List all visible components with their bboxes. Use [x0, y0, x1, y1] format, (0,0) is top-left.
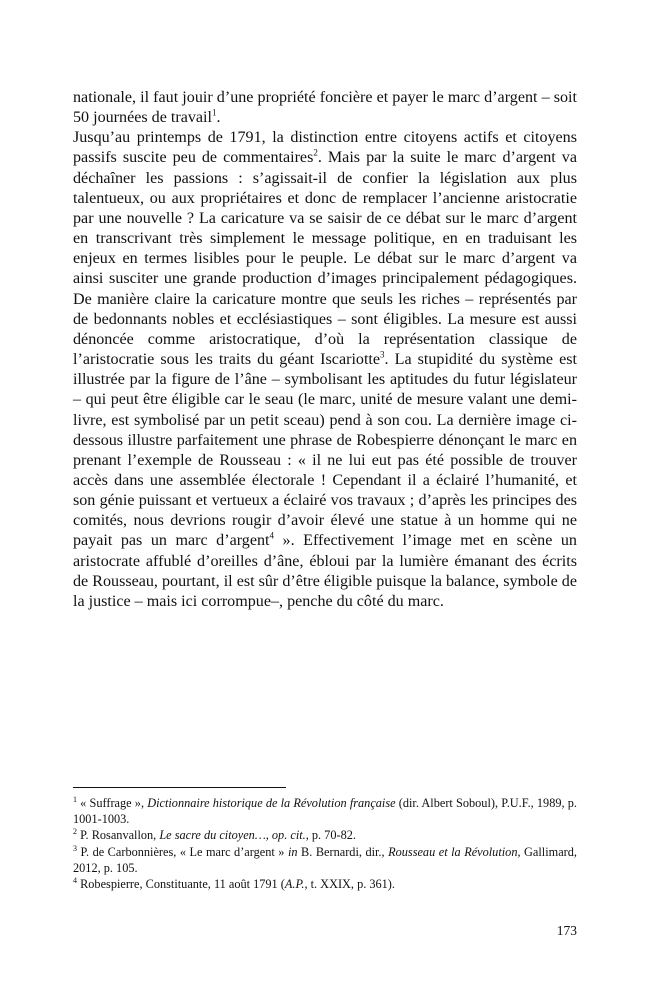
footnote-italic: in — [287, 844, 298, 859]
footnotes — [73, 795, 577, 892]
footnote-title: Rousseau et la Révolution — [388, 844, 518, 859]
paragraph-2-text-d: ». Effectivement l’image met en scène un aristocrate affublé d’oreilles d’âne, ébloui par la lumière émanant des écrits de Rousseau, pourtant, il est sûr d’être éligible puisque la balance, symbole de la justice – mais ici corrompue–, penche du côté du marc. — [73, 532, 577, 610]
paragraph-2-text-b: . Mais par la suite le marc d’argent va déchaîner les passions : s’agissait-il de confier la législation aux plus talentueux, ou aux propriétaires et donc de remplacer l’ancienne aristocratie par une nouvelle ? La caricature va se saisir de ce débat sur le marc d’argent en transcrivant très simplement le message politique, en en traduisant les enjeux en termes lisibles pour le peuple. Le débat sur le marc d’argent va ainsi susciter une grande production d’images principalement pédagogiques. De manière claire la caricature montre que seuls les riches – représentés par de bedonnants nobles et ecclésiastiques – sont éligibles. La mesure est aussi dénoncée comme aristocratique, d’où la représentation classique de l’aristocratie sous les traits du géant Iscariotte — [73, 149, 577, 369]
footnote-ref-2: 2 — [313, 148, 318, 159]
footnote-title: A.P. — [284, 877, 305, 892]
footnote-1 — [73, 795, 577, 827]
footnote-3 — [73, 844, 577, 876]
paragraph-2-text-c: . La stupidité du système est illustrée par la figure de l’âne – symbolisant les aptitudes du futur législateur – qui peut être éligible car le seau (le marc, unité de mesure valant une demi-livre, est symbolisé par un petit sceau) pend à son cou. La dernière image ci-dessous illustre parfaitement une phrase de Robespierre dénonçant le marc en prenant l’exemple de Rousseau : « il ne lui eut pas été possible de trouver accès dans une assemblée électorale ! Cependant il a éclairé l’humanité, et son génie puissant et vertueux a éclairé vos travaux ; d’après les principes des comités, nous devrions rougir d’avoir élevé une statue à un homme qui ne payait pas un marc d’argent — [73, 351, 577, 550]
paragraph-2-text-a: Jusqu’au printemps de 1791, la distinction entre citoyens actifs et citoyens passifs suscite peu de commentaires — [73, 129, 577, 167]
footnote-number: 2 — [73, 827, 77, 837]
page-number: 173 — [556, 923, 577, 938]
paragraph-1-text: nationale, il faut jouir d’une propriété foncière et payer le marc d’argent – soit 50 journées de travail — [73, 89, 577, 127]
footnote-number: 1 — [73, 794, 77, 804]
footnote-text: Robespierre, Constituante, 11 août 1791 ( — [77, 877, 285, 892]
footnote-text: , Gallimard, 2012, p. 105. — [73, 844, 577, 875]
paragraph-2 — [73, 128, 577, 612]
paragraph-1 — [73, 88, 577, 128]
footnote-ref-4: 4 — [269, 531, 274, 542]
footnote-text: P. Rosanvallon, — [77, 828, 160, 843]
footnote-title: Le sacre du citoyen…, op. cit. — [159, 828, 306, 843]
main-text — [73, 88, 577, 612]
footnote-number: 4 — [73, 875, 77, 885]
footnote-text: « Suffrage », — [77, 796, 148, 810]
footnote-text: (dir. Albert Soboul), P.U.F., 1989, p. 1001-1003. — [73, 796, 577, 827]
footnote-text: P. de Carbonnières, « Le marc d’argent » — [77, 844, 288, 859]
footnote-text: , p. 70-82. — [305, 828, 356, 843]
footnote-4 — [73, 876, 577, 892]
footnote-separator — [73, 787, 286, 788]
footnote-title: Dictionnaire historique de la Révolution française — [147, 796, 396, 810]
footnote-text: , t. XXIX, p. 361). — [304, 877, 395, 892]
footnote-2 — [73, 827, 577, 843]
footnote-number: 3 — [73, 843, 77, 853]
footnote-text: B. Bernardi, dir., — [297, 844, 389, 859]
footnote-ref-3: 3 — [380, 349, 385, 360]
footnote-ref-1: 1 — [211, 107, 217, 118]
paragraph-1-end: . — [216, 109, 221, 127]
